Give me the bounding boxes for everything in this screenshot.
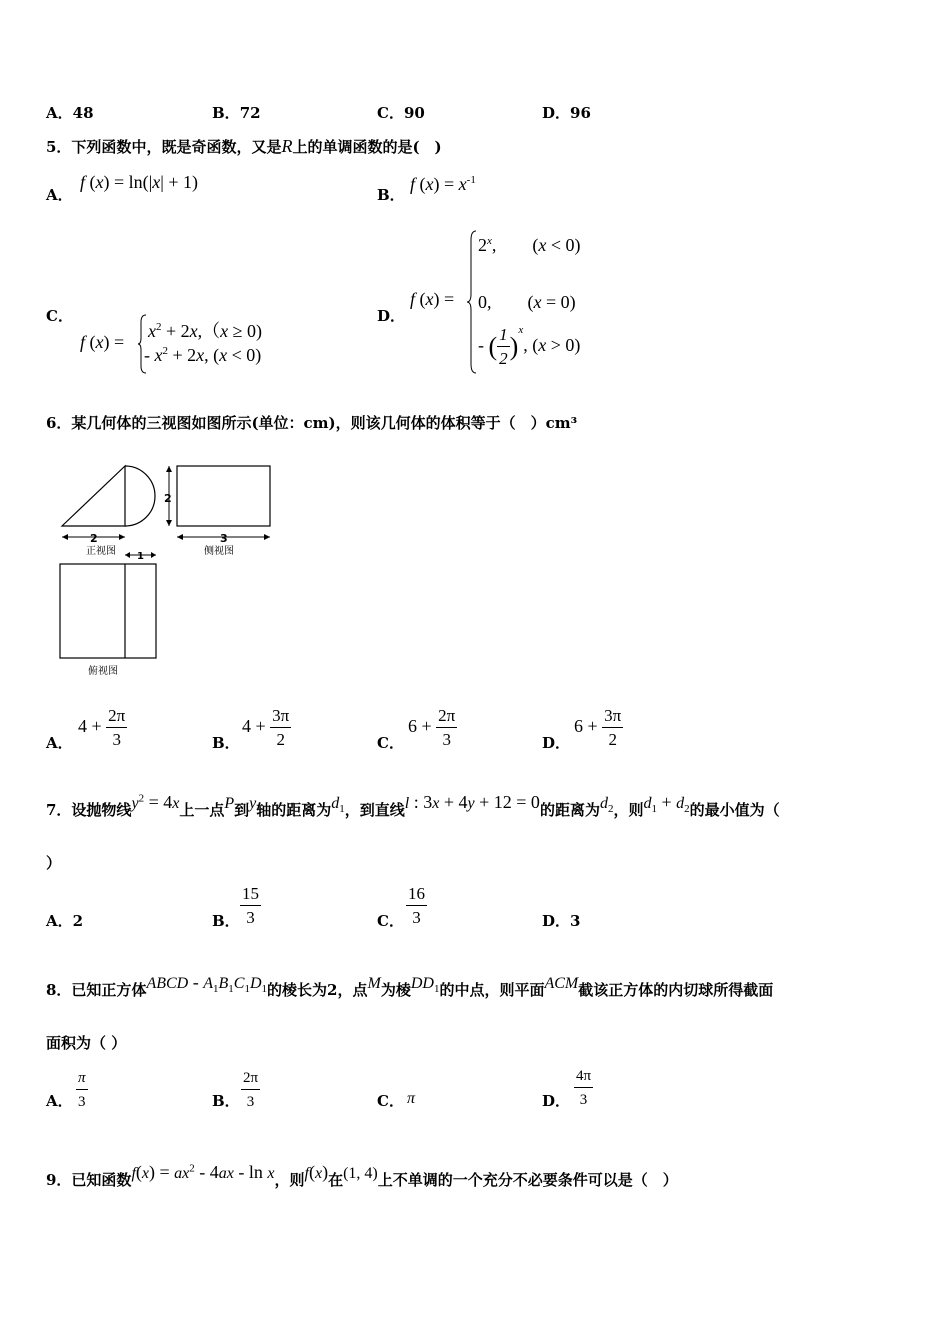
q6-option-a-label: A． bbox=[46, 734, 73, 752]
q5-option-d-case1: 2$^x$, (x < 0) bbox=[478, 235, 581, 255]
q6-option-d-value: 6 + $\frac{3\pi}{2}$ bbox=[574, 706, 622, 749]
q8-option-d-value: $\frac{4\pi}{3}$ bbox=[576, 1068, 592, 1108]
q7-option-b-value: $\frac{15}{3}$ bbox=[242, 884, 259, 927]
q6-option-c-label: C． bbox=[377, 734, 404, 752]
q5-option-a-label: A． bbox=[46, 186, 73, 204]
q6-front-label: 正视图 bbox=[86, 546, 116, 557]
q5-option-c-case2: - $x^2 + 2x$, (x < 0) bbox=[144, 345, 262, 365]
q7-option-d: D．3 bbox=[542, 912, 581, 930]
q8-option-c-value: π bbox=[407, 1090, 416, 1107]
q5-option-d-lhs: f (x) = bbox=[410, 289, 455, 309]
q7-option-c-label: C． bbox=[377, 912, 404, 930]
q6-dim-3: 3 bbox=[220, 532, 228, 545]
q8-option-a-value: $\frac{\pi}{3}$ bbox=[78, 1070, 86, 1110]
q5-option-b-formula: f $(x) = x^{-1}$ bbox=[410, 174, 476, 194]
q7-option-a: A．2 bbox=[46, 912, 84, 930]
q7-option-b-label: B． bbox=[212, 912, 240, 930]
q4-option-d: D．96 bbox=[542, 104, 591, 122]
q6-option-a-value: 4 + $\frac{2\pi}{3}$ bbox=[78, 706, 126, 749]
q6-dim-2-bottom: 2 bbox=[90, 532, 98, 545]
q5-option-d-case3: - ( $\frac{1}{2}$ )$^x$, (x > 0) bbox=[478, 324, 581, 368]
q5-option-d-brace bbox=[466, 230, 478, 374]
q6-dim-1: 1 bbox=[137, 551, 144, 562]
q7-option-c-value: $\frac{16}{3}$ bbox=[408, 884, 425, 927]
q6-stem: 6．某几何体的三视图如图所示(单位：cm)，则该几何体的体积等于（ ）cm³ bbox=[46, 414, 578, 432]
q5-option-c-label: C． bbox=[46, 307, 73, 325]
q9-stem: 9．已知函数$f(x) = ax^2 - 4ax - \ln x$，则f(x)在(1, 4)上不单调的一个充分不必要条件可以是（ ） bbox=[46, 1162, 678, 1189]
q8-option-d-label: D． bbox=[542, 1092, 571, 1110]
q6-front-view bbox=[62, 466, 125, 526]
q4-option-a: A．48 bbox=[46, 104, 94, 122]
q6-option-c-value: 6 + $\frac{2\pi}{3}$ bbox=[408, 706, 456, 749]
q6-top-view bbox=[60, 564, 156, 658]
q8-option-a-label: A． bbox=[46, 1092, 73, 1110]
q8-option-c-label: C． bbox=[377, 1092, 404, 1110]
q6-option-b-label: B． bbox=[212, 734, 240, 752]
q7-stem-line1: 7．设抛物线$y^2 = 4x$上一点P到y轴的距离为$d_1$，到直线l : 3x + 4y + 12 = 0的距离为$d_2$，则$d_1 + d_2$的最小值为（ bbox=[46, 792, 780, 819]
q5-option-d-label: D． bbox=[377, 307, 406, 325]
q6-side-view bbox=[177, 466, 270, 526]
q5-stem: 5．下列函数中，既是奇函数，又是R上的单调函数的是( ) bbox=[46, 136, 442, 156]
q4-option-c: C．90 bbox=[377, 104, 425, 122]
q8-option-b-label: B． bbox=[212, 1092, 240, 1110]
q7-stem-line2: ） bbox=[46, 854, 62, 872]
q6-dim-2-side: 2 bbox=[164, 492, 172, 505]
q5-option-d-case2: 0, (x = 0) bbox=[478, 292, 576, 312]
q5-option-a-formula: f (x) = ln(|x| + 1) bbox=[80, 172, 199, 192]
q5-option-b-label: B． bbox=[377, 186, 405, 204]
q6-three-view-figure bbox=[52, 458, 277, 683]
q5-option-c-lhs: f (x) = bbox=[80, 332, 125, 352]
q8-option-b-value: $\frac{2\pi}{3}$ bbox=[243, 1070, 259, 1110]
q6-option-b-value: 4 + $\frac{3\pi}{2}$ bbox=[242, 706, 290, 749]
q5-option-c-case1: $x^2 + 2x,(x \ge 0)$ bbox=[148, 321, 263, 341]
q6-option-d-label: D． bbox=[542, 734, 571, 752]
q8-stem-line1: 8．已知正方体ABCD - $A_1B_1C_1D_1$的棱长为2，点M为棱$DD_1$的中点，则平面ACM截该正方体的内切球所得截面 bbox=[46, 972, 774, 999]
q4-option-b: B．72 bbox=[212, 104, 261, 122]
q6-front-semicircle bbox=[125, 466, 155, 526]
q8-stem-line2: 面积为（ ） bbox=[46, 1034, 127, 1052]
q6-top-label: 俯视图 bbox=[88, 666, 118, 677]
q6-side-label: 侧视图 bbox=[204, 546, 234, 557]
